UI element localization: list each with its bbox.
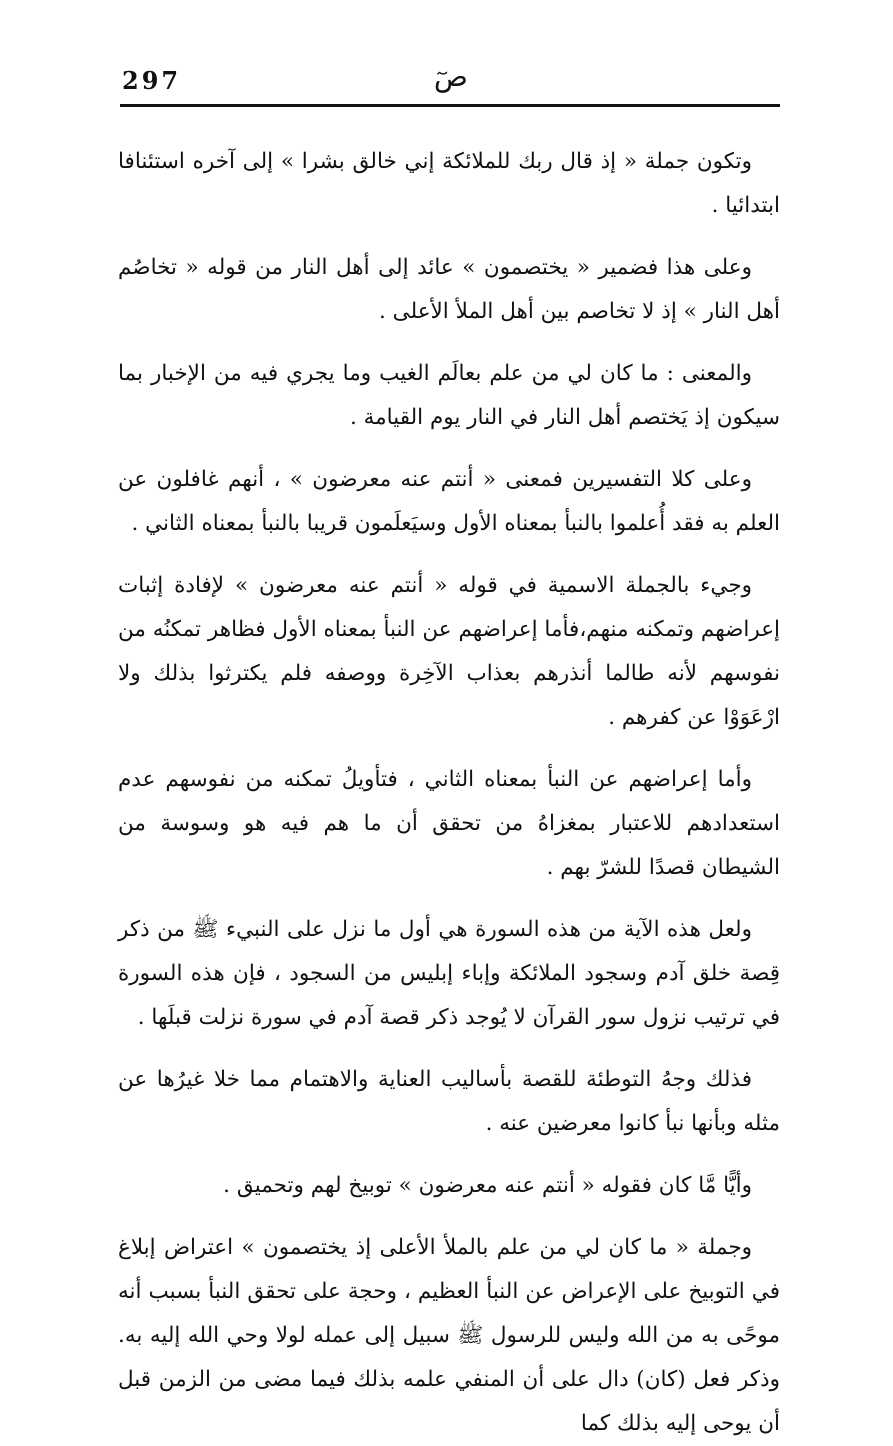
surah-heading: صٓ [434,60,468,93]
header-divider [120,104,780,107]
paragraph: وتكون جملة « إذ قال ربك للملائكة إني خالق بشرا » إلى آخره استئنافا ابتدائيا . [118,149,780,218]
paragraph: وعلى كلا التفسيرين فمعنى « أنتم عنه معرضون » ، أنهم غافلون عن العلم به فقد أُعلموا بالنبأ بمعناه الأول وسيَعلَمون قريبا بالنبأ بمعناه الثاني . [118,467,780,536]
paragraph: وعلى هذا فضمير « يختصمون » عائد إلى أهل النار من قوله « تخاصُم أهل النار » إذ لا تخاصم بين أهل الملأ الأعلى . [118,255,780,324]
page-header [120,60,780,106]
paragraph: وأيًّا مَّا كان فقوله « أنتم عنه معرضون » توبيخ لهم وتحميق . [223,1173,752,1198]
page-number: 297 [122,66,182,95]
paragraph: وجيء بالجملة الاسمية في قوله « أنتم عنه معرضون » لإفادة إثبات إعراضهم وتمكنه منهم،فأما إعراضهم عن النبأ بمعناه الأول فظاهر تمكنُه من نفوسهم لأنه طالما أنذرهم بعذاب الآخِرة ووصفه فلم يكترثوا بذلك ولا ارْعَوَوْا عن كفرهم . [118,573,780,730]
body-text [118,140,780,1436]
paragraph: ولعل هذه الآية من هذه السورة هي أول ما نزل على النبيء ﷺ من ذكر قِصة خلق آدم وسجود الملائكة وإباء إبليس من السجود ، فإن هذه السورة في ترتيب نزول سور القرآن لا يُوجد ذكر قصة آدم في سورة نزلت قبلَها . [118,917,780,1030]
paragraph: وجملة « ما كان لي من علم بالملأ الأعلى إذ يختصمون » اعتراض إبلاغ في التوبيخ على الإعراض عن النبأ العظيم ، وحجة على تحقق النبأ بسبب أنه موحًى به من الله وليس للرسول ﷺ سبيل إلى عمله لولا وحي الله إليه به. وذكر فعل (كان) دال على أن المنفي علمه بذلك فيما مضى من الزمن قبل أن يوحى إليه بذلك كما [118,1235,780,1436]
paragraph: وأما إعراضهم عن النبأ بمعناه الثاني ، فتأويلُ تمكنه من نفوسهم عدم استعدادهم للاعتبار بمغزاهُ من تحقق أن ما هم فيه هو وسوسة من الشيطان قصدًا للشرّ بهم . [118,767,780,880]
paragraph: والمعنى : ما كان لي من علم بعالَم الغيب وما يجري فيه من الإخبار بما سيكون إذ يَختصم أهل النار في النار يوم القيامة . [118,361,780,430]
paragraph: فذلك وجهُ التوطئة للقصة بأساليب العناية والاهتمام مما خلا غيرُها عن مثله وبأنها نبأ كانوا معرضين عنه . [118,1067,780,1136]
